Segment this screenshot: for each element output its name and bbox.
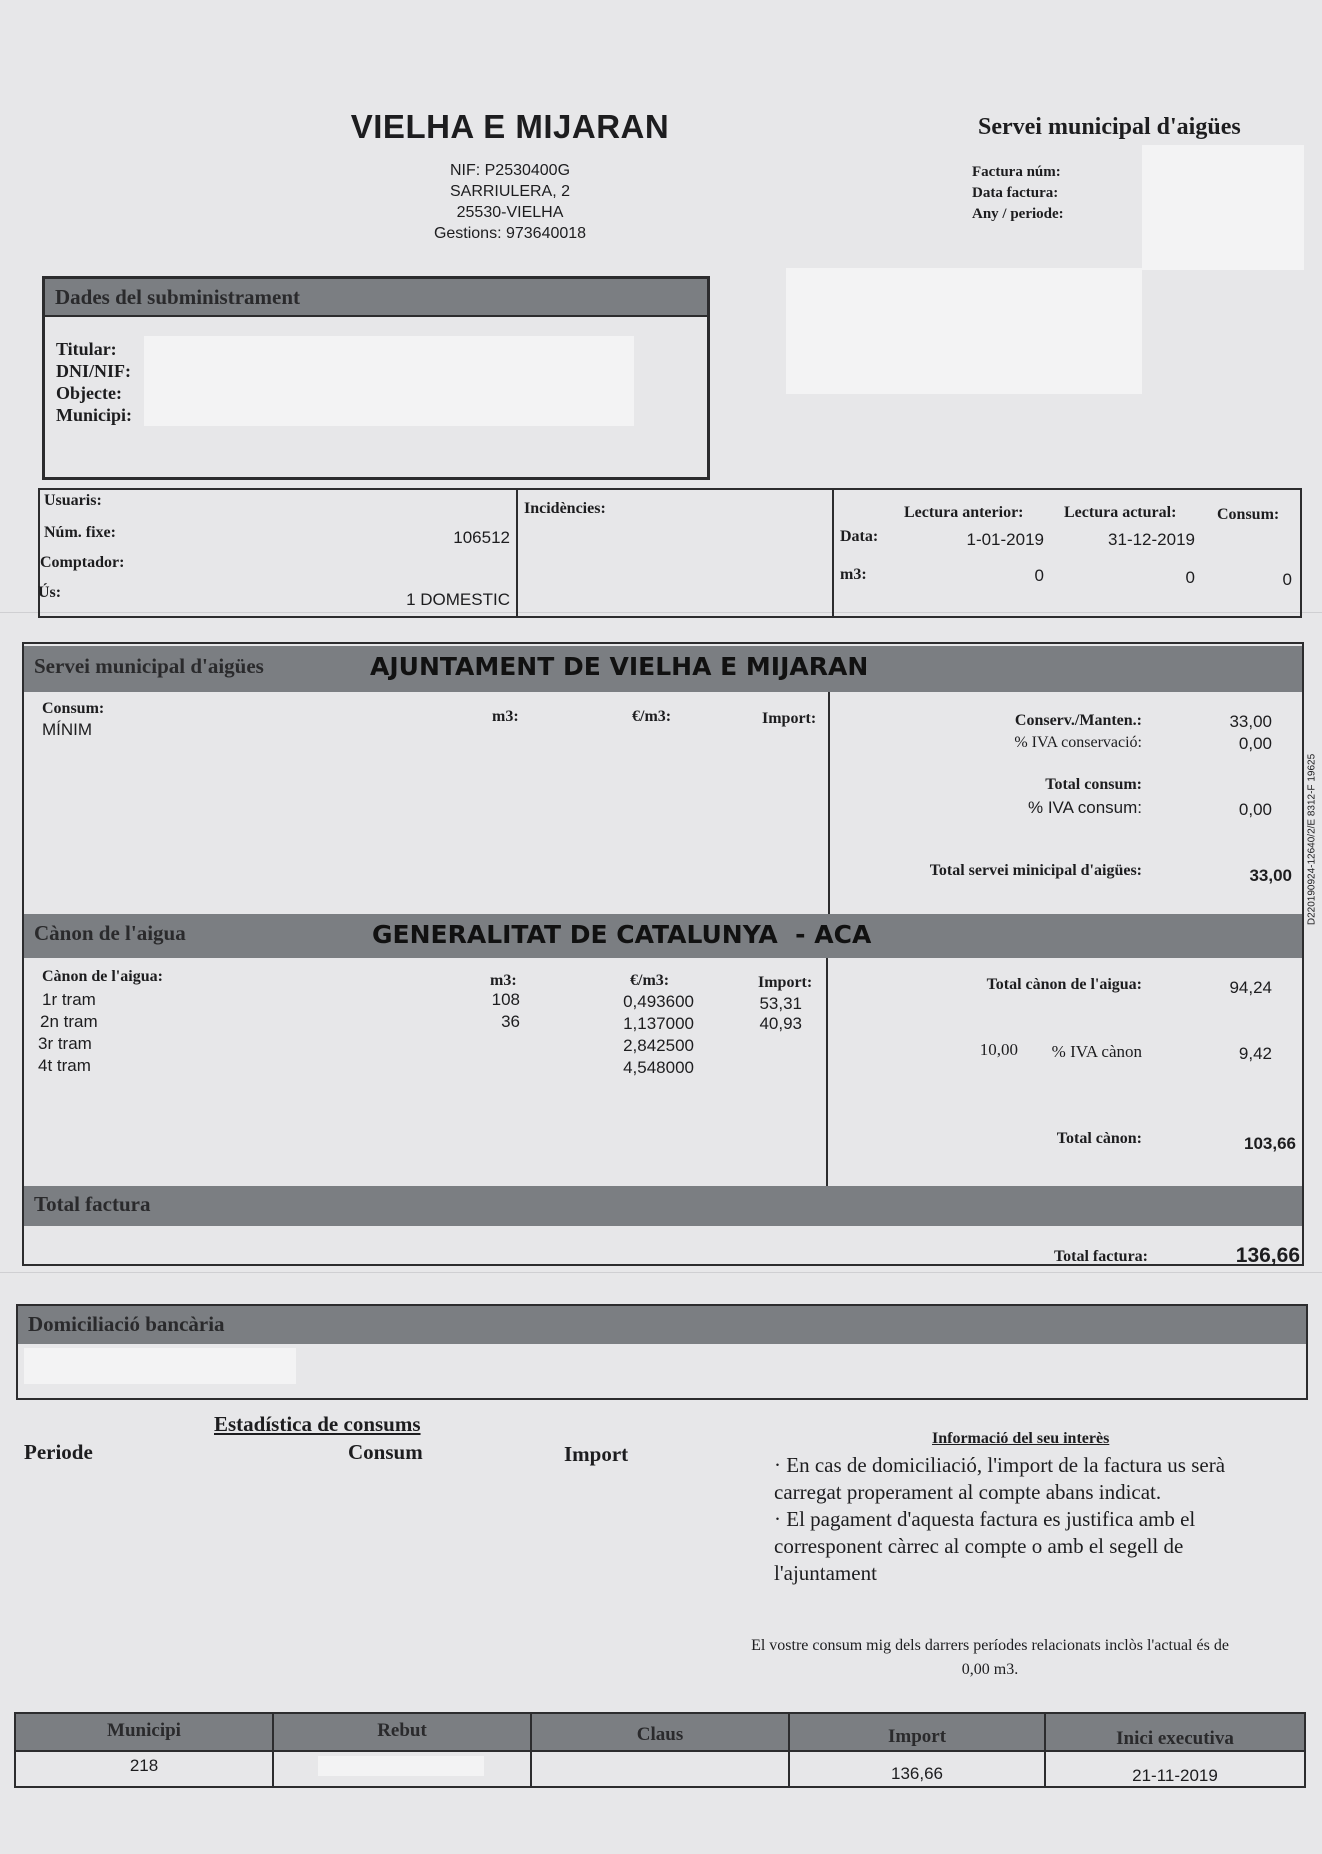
water-service-total-label: Total servei minicipal d'aigües: xyxy=(929,862,1142,879)
issuer-address xyxy=(360,160,660,244)
tier-import: 40,93 xyxy=(759,1014,802,1033)
use-label: Ús: xyxy=(38,584,62,601)
bank-header: Domiciliació bancària xyxy=(18,1306,1306,1344)
invoice-period-label: Any / periode: xyxy=(972,206,1064,222)
maintenance-value: 33,00 xyxy=(1229,712,1272,731)
tier-price: 2,842500 xyxy=(623,1036,694,1055)
water-service-total-value: 33,00 xyxy=(1249,866,1292,885)
redacted-area xyxy=(1142,145,1304,270)
tier-name: 4t tram xyxy=(38,1056,91,1075)
total-tax-value: 94,24 xyxy=(1229,978,1272,997)
footer-header-claus: Claus xyxy=(636,1724,684,1745)
average-line: El vostre consum mig dels darrers períodes relacionats inclòs l'actual és de xyxy=(751,1637,1229,1654)
curr-m3: 0 xyxy=(1185,568,1195,587)
info-line: · En cas de domiciliació, l'import de la factura us serà xyxy=(774,1453,1226,1477)
m3-column-label: m3: xyxy=(492,708,519,725)
invoice-meta xyxy=(972,162,1064,225)
info-line: l'ajuntament xyxy=(774,1561,877,1585)
incidents-label: Incidències: xyxy=(524,500,606,517)
total-invoice-value: 136,66 xyxy=(1235,1244,1300,1267)
stats-consum-label: Consum xyxy=(348,1440,423,1464)
date-label: Data: xyxy=(840,528,879,545)
redacted-area xyxy=(24,1348,296,1384)
consum-value: MÍNIM xyxy=(42,720,93,739)
curr-date: 31-12-2019 xyxy=(1108,530,1195,549)
average-consumption xyxy=(680,1634,1300,1682)
fixed-num-value: 106512 xyxy=(453,528,510,547)
stats-period-label: Periode xyxy=(24,1440,93,1464)
tier-import: 53,31 xyxy=(759,994,802,1013)
consumption-label: Consum: xyxy=(1217,506,1280,523)
prev-m3: 0 xyxy=(1034,566,1044,585)
eur-m3-column-label: €/m3: xyxy=(632,708,672,725)
tier-name: 2n tram xyxy=(40,1012,98,1031)
stats-import-label: Import xyxy=(564,1442,629,1466)
divider xyxy=(832,488,834,616)
water-tax-header: Cànon de l'aigua xyxy=(24,914,1302,958)
water-service-header: Servei municipal d'aigües xyxy=(24,646,1302,692)
footer-header-rebut: Rebut xyxy=(377,1720,427,1741)
issuer-phone: Gestions: 973640018 xyxy=(433,225,587,242)
fixed-num-label: Núm. fixe: xyxy=(44,524,116,541)
consum-label: Consum: xyxy=(42,700,105,717)
water-service-authority: AJUNTAMENT DE VIELHA E MIJARAN xyxy=(370,652,869,681)
tier-row xyxy=(40,990,830,1012)
counter-label: Comptador: xyxy=(40,554,125,571)
tax-total-label: Total cànon: xyxy=(1056,1130,1142,1147)
tax-total-value: 103,66 xyxy=(1244,1134,1296,1153)
tier-row xyxy=(40,1012,830,1034)
issuer-name: VIELHA E MIJARAN xyxy=(350,108,670,145)
tier-row xyxy=(40,1056,830,1078)
import-column-label: Import: xyxy=(762,710,817,727)
total-header: Total factura xyxy=(24,1186,1302,1226)
invoice-date-label: Data factura: xyxy=(972,185,1059,201)
prev-date: 1-01-2019 xyxy=(966,530,1044,549)
footer-municipi-value: 218 xyxy=(129,1756,159,1775)
tax-m3-column-label: m3: xyxy=(490,972,517,989)
supply-labels xyxy=(56,338,132,426)
iva-conservation-label: % IVA conservació: xyxy=(1014,734,1142,751)
redacted-area xyxy=(144,336,634,426)
prev-reading-label: Lectura anterior: xyxy=(904,504,1024,521)
tier-name: 3r tram xyxy=(38,1034,92,1053)
stats-title: Estadística de consums xyxy=(214,1412,421,1436)
iva-consum-label: % IVA consum: xyxy=(1027,798,1142,817)
footer-header-import: Import xyxy=(887,1726,947,1747)
issuer-city: 25530-VIELHA xyxy=(456,204,564,221)
users-label: Usuaris: xyxy=(44,492,102,509)
footer-inici-value: 21-11-2019 xyxy=(1132,1766,1218,1785)
use-value: 1 DOMESTIC xyxy=(406,590,510,609)
info-line: carregat properament al compte abans indicat. xyxy=(774,1480,1162,1504)
issuer-street: SARRIULERA, 2 xyxy=(449,183,571,200)
iva-rate: 10,00 xyxy=(979,1040,1018,1059)
iva-conservation-value: 0,00 xyxy=(1238,734,1272,753)
m3-label: m3: xyxy=(840,566,867,583)
total-invoice-label: Total factura: xyxy=(1053,1248,1148,1265)
curr-reading-label: Lectura actural: xyxy=(1064,504,1177,521)
id-label: DNI/NIF: xyxy=(56,361,131,381)
divider xyxy=(828,692,830,924)
tier-m3: 108 xyxy=(491,990,520,1009)
object-label: Objecte: xyxy=(56,383,122,403)
footer-header-inici: Inici executiva xyxy=(1116,1728,1234,1749)
average-line: 0,00 m3. xyxy=(961,1661,1019,1678)
redacted-area xyxy=(786,268,1142,394)
tier-price: 0,493600 xyxy=(623,992,694,1011)
tier-price: 1,137000 xyxy=(623,1014,694,1033)
invoice-title: Servei municipal d'aigües xyxy=(978,114,1241,140)
info-text xyxy=(774,1452,1225,1587)
side-code: D220190924-12640/2/E 8312-F 19625 xyxy=(1306,753,1318,926)
info-line: · El pagament d'aquesta factura es justifica amb el xyxy=(774,1507,1196,1531)
issuer-nif: NIF: P2530400G xyxy=(449,162,571,179)
tier-name: 1r tram xyxy=(42,990,96,1009)
tax-eur-m3-column-label: €/m3: xyxy=(630,972,670,989)
maintenance-label: Conserv./Manten.: xyxy=(1014,712,1142,729)
info-line: corresponent càrrec al compte o amb el segell de xyxy=(774,1534,1184,1558)
info-title: Informació del seu interès xyxy=(932,1430,1110,1447)
divider xyxy=(16,1750,1304,1752)
holder-label: Titular: xyxy=(56,339,117,359)
footer-header-municipi: Municipi xyxy=(107,1720,181,1741)
municipality-label: Municipi: xyxy=(56,405,133,425)
total-consum-label: Total consum: xyxy=(1045,776,1142,793)
tier-price: 4,548000 xyxy=(623,1058,694,1077)
iva-consum-value: 0,00 xyxy=(1238,800,1272,819)
consumption-m3: 0 xyxy=(1282,570,1292,589)
iva-tax-value: 9,42 xyxy=(1238,1044,1272,1063)
supply-header: Dades del subministrament xyxy=(45,279,707,315)
total-tax-label: Total cànon de l'aigua: xyxy=(986,976,1142,993)
tier-row xyxy=(40,1034,830,1056)
side-code-wrapper xyxy=(1300,744,1320,944)
fold-line xyxy=(0,1272,1322,1273)
water-tax-authority: GENERALITAT DE CATALUNYA - ACA xyxy=(372,920,872,949)
divider xyxy=(516,488,518,616)
redacted-area xyxy=(318,1756,484,1776)
footer-import-value: 136,66 xyxy=(891,1764,943,1783)
divider xyxy=(45,315,707,317)
tax-import-column-label: Import: xyxy=(758,974,813,991)
tier-m3: 36 xyxy=(501,1012,520,1031)
water-tax-label: Cànon de l'aigua: xyxy=(42,968,163,985)
iva-tax-label: % IVA cànon xyxy=(1051,1042,1142,1061)
invoice-number-label: Factura núm: xyxy=(972,164,1061,180)
